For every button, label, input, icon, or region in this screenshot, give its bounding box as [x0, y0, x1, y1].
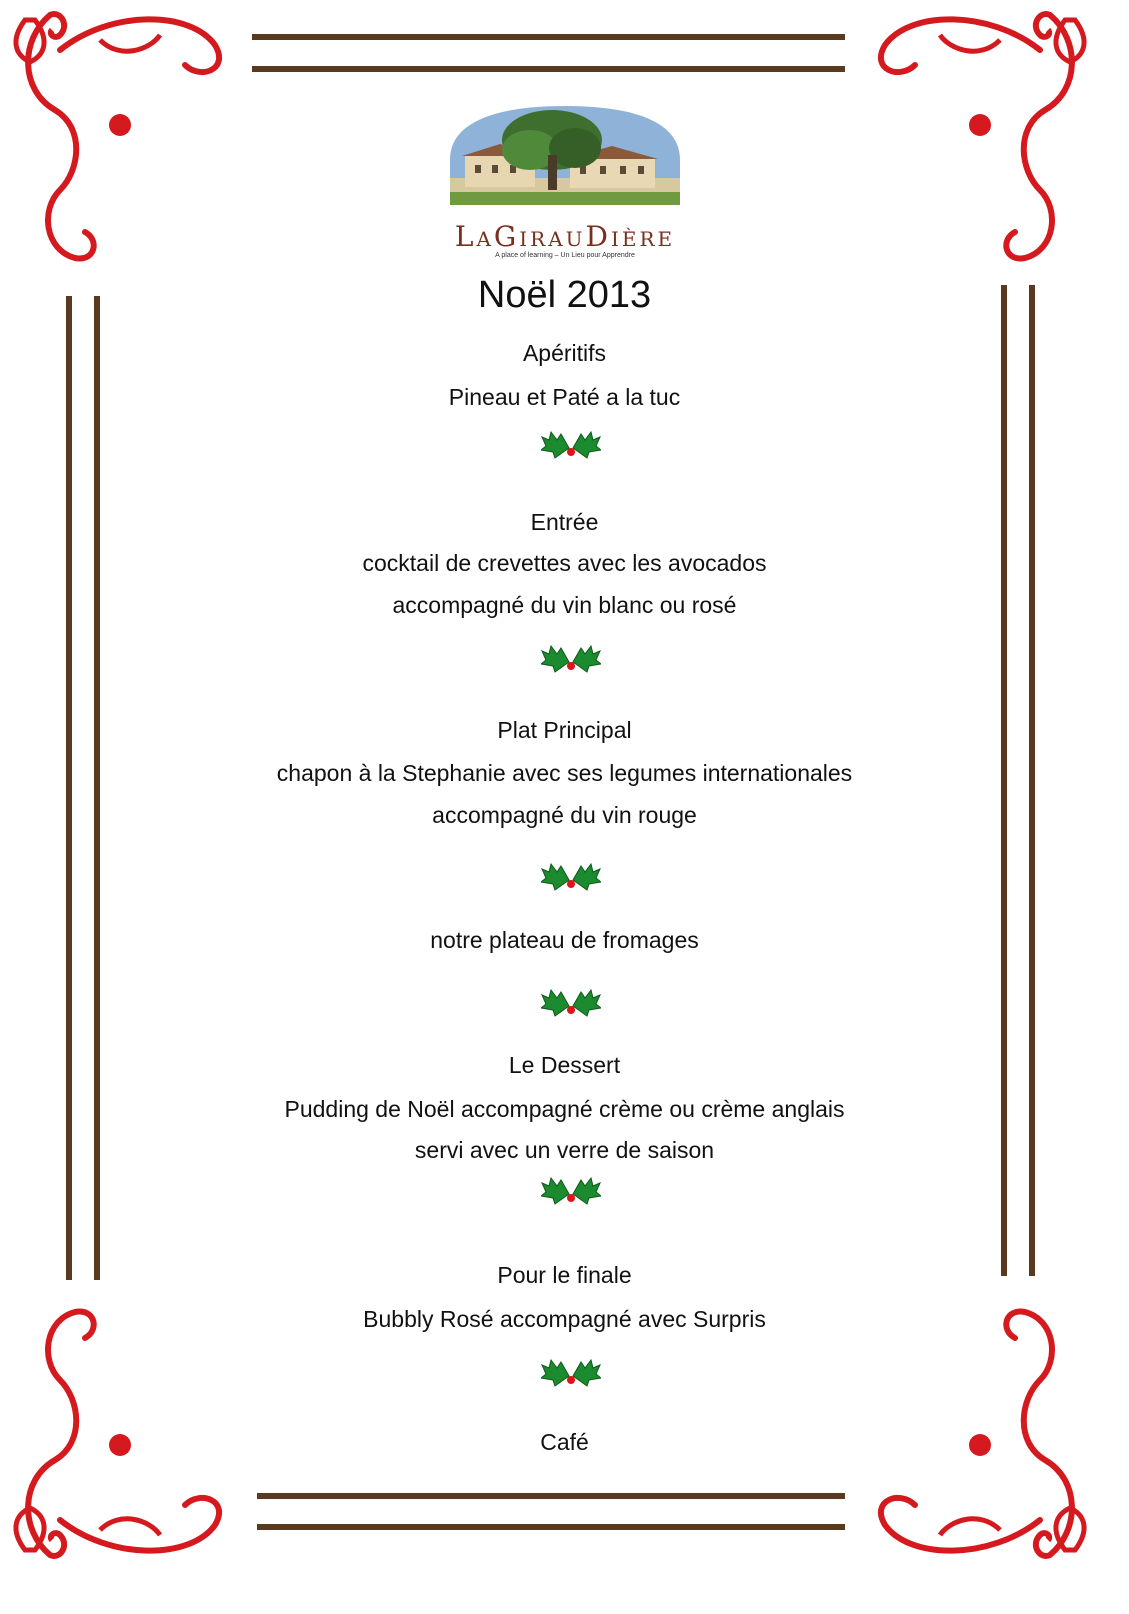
- menu-title: Noël 2013: [477, 274, 652, 316]
- left-border-rules: [69, 296, 97, 1280]
- holly-divider-icon: [541, 986, 601, 1020]
- aperitifs-heading: Apéritifs: [522, 340, 607, 366]
- finale-item: Bubbly Rosé accompagné avec Surpris: [363, 1306, 766, 1332]
- dessert-heading: Le Dessert: [508, 1052, 621, 1078]
- finale-heading: Pour le finale: [497, 1262, 632, 1288]
- cafe-item: Café: [540, 1429, 589, 1455]
- logo-tagline: A place of learning – Un Lieu pour Apprendre: [495, 252, 635, 259]
- fromages-item: notre plateau de fromages: [430, 927, 699, 953]
- logo-wordmark: LaGirauDière: [454, 220, 676, 253]
- holly-divider-icon: [541, 642, 601, 676]
- entree-heading: Entrée: [530, 509, 599, 535]
- holly-divider-icon: [541, 428, 601, 462]
- plat-wine: accompagné du vin rouge: [432, 802, 697, 828]
- dessert-item: Pudding de Noël accompagné crème ou crème anglais: [284, 1096, 845, 1122]
- entree-item: cocktail de crevettes avec les avocados: [362, 550, 767, 576]
- holly-divider-icon: [541, 860, 601, 894]
- holly-divider-icon: [541, 1356, 601, 1390]
- plat-heading: Plat Principal: [497, 717, 632, 743]
- aperitifs-item: Pineau et Paté a la tuc: [448, 384, 681, 410]
- top-border-rules: [252, 37, 845, 69]
- dessert-wine: servi avec un verre de saison: [414, 1137, 715, 1163]
- plat-item: chapon à la Stephanie avec ses legumes internationales: [276, 760, 853, 786]
- holly-divider-icon: [541, 1174, 601, 1208]
- corner-swirl-top-right: [881, 14, 1084, 258]
- entree-wine: accompagné du vin blanc ou rosé: [392, 592, 737, 618]
- bottom-border-rules: [257, 1496, 845, 1527]
- corner-swirl-top-left: [16, 14, 219, 258]
